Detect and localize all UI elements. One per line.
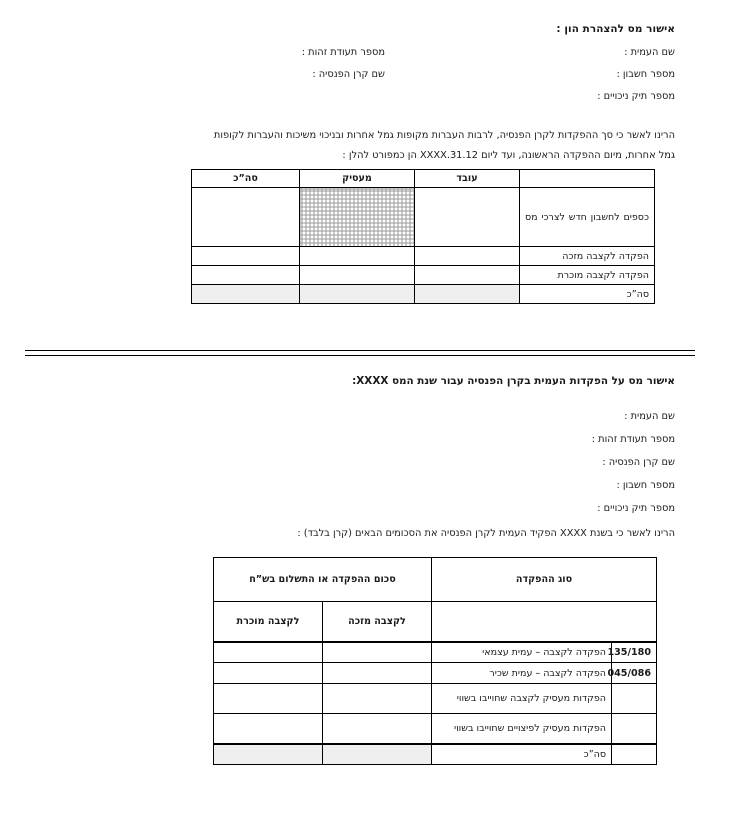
section1-table — [191, 169, 655, 304]
section2-group-header-amount: סכום ההפקדה או התשלום בש”ח — [213, 558, 431, 602]
section2-title: אישור מס על הפקדות העמית בקרן הפנסיה עבור שנת המס XXXX: — [352, 375, 675, 387]
section1-paragraph — [72, 126, 675, 166]
section2-row3-mukeret[interactable] — [213, 714, 322, 744]
section2-row1-label: הפקדה לקצבה – עמית שכיר — [431, 663, 611, 684]
section1-paragraph-line1: הרינו לאשר כי סך ההפקדות לקרן הפנסיה, לרבות העברות מקופות גמל אחרות ובניכוי משיכות והעברות לקופות — [213, 130, 675, 141]
section1-total-label: סה”כ — [520, 285, 655, 304]
section2-total-label: סה”כ — [431, 744, 611, 765]
section2-subheader-zakah: לקצבה מזכה — [322, 602, 431, 642]
section1-row0-employee[interactable] — [415, 188, 520, 247]
section2-row0-label: הפקדה לקצבה – עמית עצמאי — [431, 642, 611, 663]
section1-field-account-number: מספר חשבון : — [616, 69, 675, 80]
table-row — [213, 714, 656, 744]
section1-col-total: סה”כ — [192, 170, 300, 188]
table-row — [213, 663, 656, 684]
section1-field-member-name: שם העמית : — [624, 47, 675, 58]
section1-col-employer: מעסיק — [300, 170, 415, 188]
section1-row0-employer-blocked — [300, 188, 415, 247]
section1-row1-employee[interactable] — [415, 247, 520, 266]
section2-total-row — [213, 744, 656, 765]
section1-row1-total[interactable] — [192, 247, 300, 266]
section2-row0-code: 135/180 — [612, 642, 657, 663]
section1-field-deduction-file: מספר תיק ניכויים : — [597, 91, 675, 102]
section2-row3-code — [612, 714, 657, 744]
section2-total-mukeret[interactable] — [213, 744, 322, 765]
section2-table — [213, 557, 657, 765]
section2-subheader-blank — [431, 602, 656, 642]
section2-field-member-name: שם העמית : — [624, 411, 675, 422]
section1-paragraph-line2: גמל אחרות, מיום ההפקדה הראשונה, ועד ליום 31.12.XXXX הן כמפורט להלן : — [342, 150, 675, 161]
section2-field-id-number: מספר תעודת זהות : — [591, 434, 675, 445]
section1-total-row — [192, 285, 655, 304]
section1-total-employee[interactable] — [415, 285, 520, 304]
section2-row2-mukeret[interactable] — [213, 684, 322, 714]
section2-row1-mukeret[interactable] — [213, 663, 322, 684]
table-row — [213, 684, 656, 714]
section2-table-subheader-row — [213, 602, 656, 642]
section1-field-id-number: מספר תעודת זהות : — [301, 47, 385, 58]
table-row — [213, 642, 656, 663]
section1-row1-label: הפקדה לקצבה מזכה — [520, 247, 655, 266]
section2-total-zakah[interactable] — [322, 744, 431, 765]
section1-col-blank — [520, 170, 655, 188]
section2-row3-zakah[interactable] — [322, 714, 431, 744]
section2-row1-code: 045/086 — [612, 663, 657, 684]
section2-row2-label: הפקדות מעסיק לקצבה שחוייבו בשווי — [431, 684, 611, 714]
page-divider — [25, 350, 695, 356]
section2-row1-zakah[interactable] — [322, 663, 431, 684]
section2-row2-zakah[interactable] — [322, 684, 431, 714]
table-row — [192, 266, 655, 285]
section1-row2-employee[interactable] — [415, 266, 520, 285]
section1-total-total[interactable] — [192, 285, 300, 304]
section1-col-employee: עובד — [415, 170, 520, 188]
section2-row0-zakah[interactable] — [322, 642, 431, 663]
section1-row0-total[interactable] — [192, 188, 300, 247]
section1-table-header-row — [192, 170, 655, 188]
section2-row0-mukeret[interactable] — [213, 642, 322, 663]
section1-total-employer[interactable] — [300, 285, 415, 304]
section1-row1-employer[interactable] — [300, 247, 415, 266]
section2-table-header-row — [213, 558, 656, 602]
section2-group-header-type: סוג ההפקדה — [431, 558, 656, 602]
section2-subheader-mukeret: לקצבה מוכרת — [213, 602, 322, 642]
section1-title: אישור מס להצהרת הון : — [556, 23, 675, 35]
section1-field-fund-name: שם קרן הפנסיה : — [312, 69, 385, 80]
section1-row2-employer[interactable] — [300, 266, 415, 285]
section1-row0-label: כספים לחשבון חדש לצרכי מס — [520, 188, 655, 247]
section2-row3-label: הפקדות מעסיק לפיצויים שחוייבו בשווי — [431, 714, 611, 744]
section1-row2-label: הפקדה לקצבה מוכרת — [520, 266, 655, 285]
section2-paragraph: הרינו לאשר כי בשנת XXXX הפקיד העמית לקרן הפנסיה את הסכומים הבאים (קרן בלבד) : — [297, 528, 675, 539]
section2-field-account-number: מספר חשבון : — [616, 480, 675, 491]
section2-row2-code — [612, 684, 657, 714]
table-row — [192, 247, 655, 266]
section2-field-fund-name: שם קרן הפנסיה : — [602, 457, 675, 468]
table-row — [192, 188, 655, 247]
section1-row2-total[interactable] — [192, 266, 300, 285]
section2-total-code — [612, 744, 657, 765]
section2-field-deduction-file: מספר תיק ניכויים : — [597, 503, 675, 514]
